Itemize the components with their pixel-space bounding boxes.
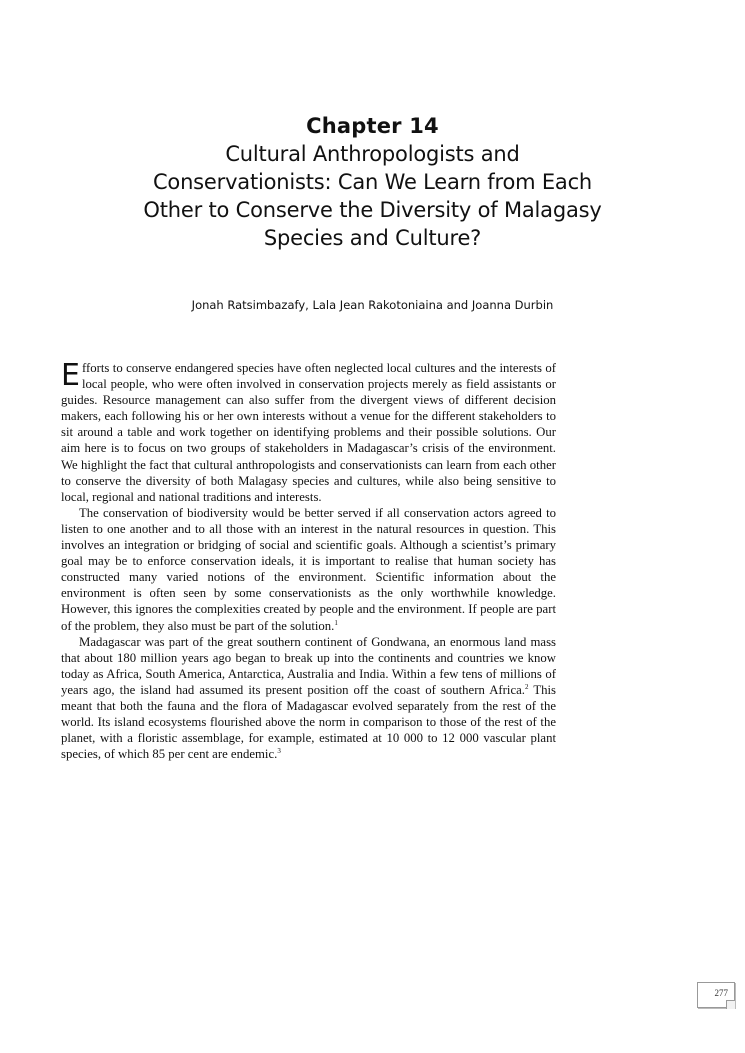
chapter-title: [40, 140, 705, 252]
paragraph: [61, 360, 556, 505]
drop-cap: E: [61, 358, 80, 393]
paragraph: [61, 634, 556, 763]
title-line: Conservationists: Can We Learn from Each: [152, 170, 593, 194]
paragraph-text: This meant that both the fauna and the flora of Madagascar evolved separately from the rest of the world. Its island ecosystems flourished above the norm in comparison to those of the rest of the planet, with a floristic assemblage, for example, estimated at 10 000 to 12 000 vascular plant species, of which 85 per cent are endemic.: [61, 682, 556, 762]
chapter-number: Chapter 14: [306, 114, 439, 138]
page-curl-icon: [726, 1000, 735, 1009]
paragraph-text: fforts to conserve endangered species have often neglected local cultures and the interests of local people, who were often involved in conservation projects merely as field assistants or guides. Resource management can also suffer from the divergent views of different decision makers, each following his or her own interests without a venue for the different stakeholders to sit around a table and work together on identifying problems and their possible solutions. Our aim here is to focus on two groups of stakeholders in Madagascar’s crisis of the environment. We highlight the fact that cultural anthropologists and conservationists can learn from each other to conserve the diversity of both Malagasy species and cultures, while also being sensitive to local, regional and national traditions and interests.: [61, 361, 556, 504]
paragraph-text: The conservation of biodiversity would be better served if all conservation actors agreed to listen to one another and to all those with an interest in the natural resources in question. This involves an integration or bridging of social and scientific goals. Although a scientist’s primary goal may be to enforce conservation ideals, it is important to realise that human society has constructed many varied notions of the environment. Scientific information about the environment is often seen by some conservationists as the only worthwhile knowledge. However, this ignores the complexities created by people and the environment. If people are part of the problem, they also must be part of the solution.: [61, 505, 556, 633]
footnote-ref: 2: [524, 682, 529, 691]
authors: Jonah Ratsimbazafy, Lala Jean Rakotoniaina and Joanna Durbin: [191, 298, 554, 312]
footnote-ref: 1: [334, 618, 338, 627]
title-line: Other to Conserve the Diversity of Malagasy: [143, 198, 602, 222]
footnote-ref: 3: [277, 747, 281, 756]
chapter-header: [40, 112, 705, 252]
title-line: Species and Culture?: [263, 226, 482, 250]
page-number: 277: [714, 988, 728, 998]
paragraph: [61, 505, 556, 634]
paragraph-text: Madagascar was part of the great southern continent of Gondwana, an enormous land mass that about 180 million years ago began to break up into the continents and countries we know today as Africa, South America, Antarctica, Australia and India. Within a few tens of millions of years ago, the island had assumed its present position off the coast of southern Africa.: [61, 634, 556, 697]
chapter-body: [61, 360, 556, 762]
title-line: Cultural Anthropologists and: [225, 142, 520, 166]
